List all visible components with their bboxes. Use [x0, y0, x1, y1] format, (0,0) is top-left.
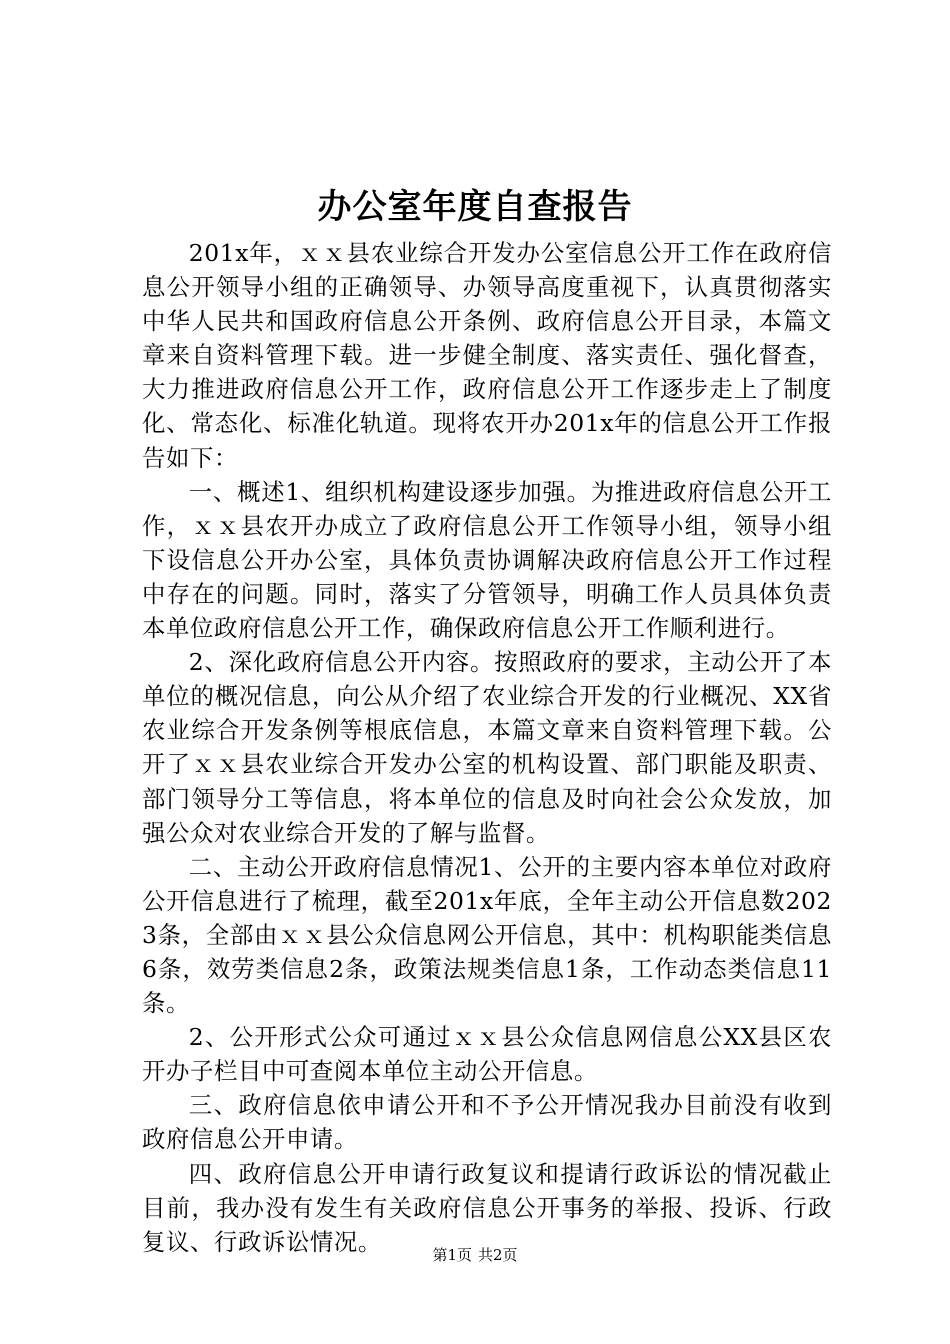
page-total: 共2页	[478, 1246, 518, 1264]
paragraph-intro: 201x年，ｘｘ县农业综合开发办公室信息公开工作在政府信息公开领导小组的正确领导、办领导高度重视下，认真贯彻落实中华人民共和国政府信息公开条例、政府信息公开目录，本篇文章来自资料管理下载。进一步健全制度、落实责任、强化督查，大力推进政府信息公开工作，政府信息公开工作逐步走上了制度化、常态化、标准化轨道。现将农开办201x年的信息公开工作报告如下：	[142, 239, 832, 472]
paragraph-disclosure: 二、主动公开政府信息情况1、公开的主要内容本单位对政府公开信息进行了梳理，截至201x年底，全年主动公开信息数2023条，全部由ｘｘ县公众信息网公开信息，其中：机构职能类信息6条，效劳类信息2条，政策法规类信息1条，工作动态类信息11条。	[142, 852, 832, 1018]
page-number: 第1页	[432, 1246, 472, 1264]
paragraph-review: 四、政府信息公开申请行政复议和提请行政诉讼的情况截止目前，我办没有发生有关政府信息公开事务的举报、投诉、行政复议、行政诉讼情况。	[142, 1159, 832, 1256]
paragraph-content: 2、深化政府信息公开内容。按照政府的要求，主动公开了本单位的概况信息，向公从介绍了农业综合开发的行业概况、XX省农业综合开发条例等根底信息，本篇文章来自资料管理下载。公开了ｘｘ县农业综合开发办公室的机构设置、部门职能及职责、部门领导分工等信息，将本单位的信息及时向社会公众发放，加强公众对农业综合开发的了解与监督。	[142, 648, 832, 847]
paragraph-overview: 一、概述1、组织机构建设逐步加强。为推进政府信息公开工作，ｘｘ县农开办成立了政府信息公开工作领导小组，领导小组下设信息公开办公室，具体负责协调解决政府信息公开工作过程中存在的问题。同时，落实了分管领导，明确工作人员具体负责本单位政府信息公开工作，确保政府信息公开工作顺利进行。	[142, 477, 832, 643]
document-title: 办公室年度自查报告	[317, 187, 633, 227]
paragraph-application: 三、政府信息依申请公开和不予公开情况我办目前没有收到政府信息公开申请。	[142, 1091, 832, 1154]
document-body	[142, 236, 832, 1259]
paragraph-disclosure-form: 2、公开形式公众可通过ｘｘ县公众信息网信息公XX县区农开办子栏目中可查阅本单位主动公开信息。	[142, 1023, 832, 1086]
page-footer	[0, 1245, 950, 1265]
